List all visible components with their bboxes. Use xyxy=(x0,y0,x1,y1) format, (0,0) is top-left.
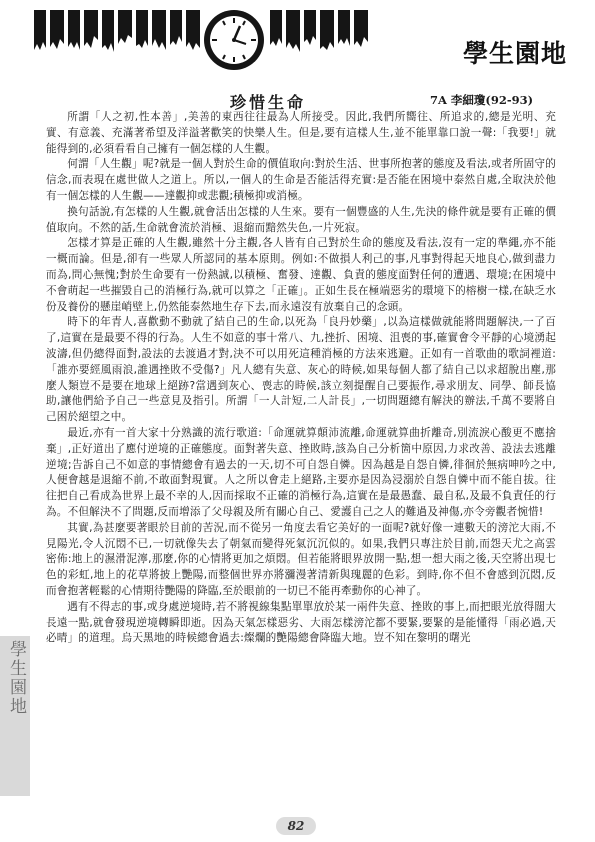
paragraph: 其實,為甚麼要著眼於目前的苦況,而不從另一角度去看它美好的一面呢?就好像一連數天的滂沱大雨,不見陽光,令人沉悶不已,一切就像失去了朝氣而變得死氣沉沉似的。如果,我們只專注於目前,而怨天尤之高雲密佈:地上的濕滑泥濘,那麼,你的心情將更加之煩悶。但若能將眼界放開一點,想一想大雨之後,天空將出現七色的彩虹,地上的花草將披上艷陽,而整個世界亦將瀰漫著清新與瑰麗的色彩。到時,你不但不會感到沉悶,反而會抱著輕鬆的心情期待艷陽的降臨,至於眼前的一切已不能再牽動你的心神了。 xyxy=(46,521,556,597)
side-section-label: 學生園地 xyxy=(6,640,26,716)
article-title: 珍惜生命 xyxy=(230,93,307,112)
paragraph: 換句話說,有怎樣的人生觀,就會活出怎樣的人生來。要有一個豐盛的人生,先決的條件就是要有正確的價值取向。不然的話,生命就會流於消極、退縮而黯然失色,一片死寂。 xyxy=(46,205,556,234)
page-header xyxy=(0,0,595,112)
clock-icon xyxy=(204,10,264,70)
paragraph: 最近,亦有一首大家十分熟識的流行歌道:「命運就算顛沛流離,命運就算曲折離奇,別流淚心酸更不應捨棄」,正好道出了應付逆境的正確態度。面對著失意、挫敗時,該為自己分析箇中原因,力求改善、設法去逃離逆境;告訴自己不如意的事情總會有過去的一天,切不可自怨自憐。因為越是自怨自憐,徘徊於無病呻吟之中,人便會越是退縮不前,不敢面對現實。人之所以會走上絕路,主要亦是因為浸溺於自怨自憐中而不能自拔。往往把自己看成為世界上最不幸的人,因而採取不正確的消極行為,這實在是最愚蠢、最自私,及最不負責任的行為。不但解決不了問題,反而增添了父母親及所有關心自己、愛護自己之人的難過及神傷,亦令旁觀者惋惜! xyxy=(46,426,556,518)
page-number: 82 xyxy=(276,817,316,835)
article-body xyxy=(46,110,556,647)
paragraph: 時下的年青人,喜歡動不動就了結自己的生命,以死為「良丹妙藥」,以為這樣做就能將問題解決,一了百了,這實在是最要不得的行為。人生不如意的事十常八、九,挫折、困境、沮喪的事,確實會令平靜的心境湧起波濤,但仍總得面對,設法的去渡過才對,決不可以用死這種消極的方法來逃避。正如有一首歌曲的歌詞裡道:「誰亦要經風雨浪,誰遇挫敗不受傷?」凡人總有失意、灰心的時候,如果每個人都了結自己以求超脫出塵,那麼人類豈不是要在地球上絕跡?當遇到灰心、喪志的時候,該立刻提醒自己要振作,尋求朋友、同學、師長協助,讓他們給予自己一些意見及指引。所謂「一人計短,二人計長」,一切問題總有解決的辦法,千萬不要將自己困於絕望之中。 xyxy=(46,316,556,424)
section-title: 學生園地 xyxy=(462,39,567,68)
article-author: 7A 李細瓊(92-93) xyxy=(430,93,534,107)
paragraph: 何謂「人生觀」呢?就是一個人對於生命的價值取向:對於生活、世事所抱著的態度及看法,或者所固守的信念,而表現在處世做人之道上。所以,一個人的生命是否能活得充實:是否能在困境中泰然自處,全取決於他有一個怎樣的人生觀——達觀抑或悲觀;積極抑或消極。 xyxy=(46,158,556,202)
paragraph: 怎樣才算是正確的人生觀,雖然十分主觀,各人皆有自己對於生命的態度及看法,沒有一定的準繩,亦不能一概而論。但是,卻有一些眾人所認同的基本原則。例如:不做損人利己的事,凡事對得起天地良心,做到盡力而為,問心無愧;對於生命要有一份熱誠,以積極、奮發、達觀、負責的態度面對任何的遭遇、環境;在困境中不會萌起一些摧毀自己的消極行為,就可以算之「正確」。正如生長在極端惡劣的環境下的榕樹一樣,在缺乏水份及養份的懸崖峭壁上,仍然能泰然地生存下去,而永遠沒有放棄自己的念頭。 xyxy=(46,237,556,313)
clock-banner-icon xyxy=(32,6,372,78)
paragraph: 遇有不得志的事,或身處逆境時,若不將視線集點單單放於某一兩件失意、挫敗的事上,而把眼光放得闊大長遠一點,就會發現逆境轉瞬即逝。因為天氣怎樣惡劣、大雨怎樣滂沱都不要緊,要緊的是能懂得「雨必過,天必晴」的道理。烏天黑地的時候總會過去:燦爛的艷陽總會降臨大地。豈不知在黎明的曙光 xyxy=(46,600,556,645)
paragraph: 所謂「人之初,性本善」,美善的東西往往最為人所接受。因此,我們所嚮往、所追求的,總是光明、充實、有意義、充滿著希望及洋溢著歡笑的快樂人生。但是,要有這樣人生,並不能單靠口說一聲:「我要!」就能得到的,必須看看自己擁有一個怎樣的人生觀。 xyxy=(46,111,556,155)
